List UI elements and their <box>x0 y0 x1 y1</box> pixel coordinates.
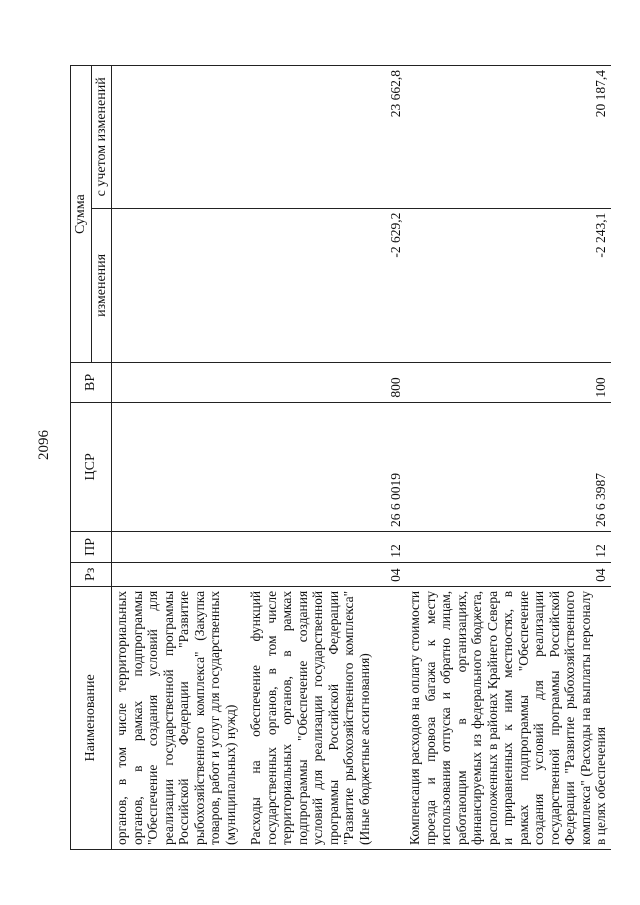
row-total: 20 187,4 <box>405 66 611 209</box>
header-pr: ПР <box>71 532 112 563</box>
header-sum: Сумма <box>71 66 92 363</box>
header-with-change: с учетом изменений <box>91 66 112 209</box>
budget-table-rotated <box>70 65 608 850</box>
table-row <box>405 66 611 850</box>
row-rz <box>112 562 247 586</box>
budget-table <box>70 65 611 850</box>
row-change: -2 243,1 <box>405 208 611 363</box>
row-vr <box>112 363 247 402</box>
row-name: Компенсация расходов на оплату стоимости проезда и провоза багажа к месту использования отпуска и обратно лицам, работающим в организациях, финансируемых из федерального бюджета, расположенных в районах Крайнего Севера и приравненных к ним местностях, в рамках подпрограммы "Обеспечение создания условий для реализации государственной программы Российской Федерации "Развитие рыбохозяйственного комплекса" (Расходы на выплаты персоналу в целях обеспечения <box>405 586 611 849</box>
row-total <box>112 66 247 209</box>
row-pr: 12 <box>246 532 405 563</box>
header-vr: ВР <box>71 363 112 402</box>
row-csr: 26 6 0019 <box>246 402 405 531</box>
row-pr: 12 <box>405 532 611 563</box>
row-total: 23 662,8 <box>246 66 405 209</box>
row-change: -2 629,2 <box>246 208 405 363</box>
row-rz: 04 <box>246 562 405 586</box>
header-rz: Рз <box>71 562 112 586</box>
row-rz: 04 <box>405 562 611 586</box>
header-change: изменения <box>91 208 112 363</box>
row-name: органов, в том числе территориальных органов, в рамках подпрограммы "Обеспечение создания условий для реализации государственной программы Российской Федерации "Развитие рыбохозяйственного комплекса" (Закупка товаров, работ и услуг для государственных (муниципальных) нужд) <box>112 586 247 849</box>
table-row <box>112 66 247 850</box>
table-row <box>246 66 405 850</box>
row-name: Расходы на обеспечение функций государственных органов, в том числе территориальных органов, в рамках подпрограммы "Обеспечение создания условий для реализации государственной программы Российской Федерации "Развитие рыбохозяйственного комплекса" (Иные бюджетные ассигнования) <box>246 586 405 849</box>
row-csr: 26 6 3987 <box>405 402 611 531</box>
row-change <box>112 208 247 363</box>
row-vr: 800 <box>246 363 405 402</box>
row-pr <box>112 532 247 563</box>
row-vr: 100 <box>405 363 611 402</box>
row-csr <box>112 402 247 531</box>
header-name: Наименование <box>71 586 112 849</box>
header-csr: ЦСР <box>71 402 112 531</box>
page-number: 2096 <box>36 430 52 460</box>
